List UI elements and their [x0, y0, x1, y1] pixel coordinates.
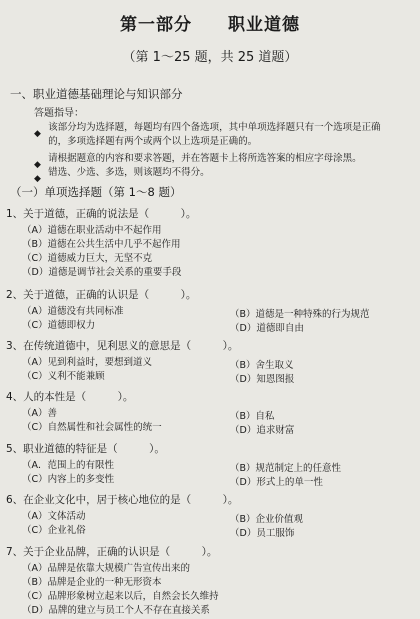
diamond-bullet-icon: ◆	[34, 160, 41, 170]
option: （B）规范制定上的任意性	[230, 463, 342, 474]
question-stem: 6、在企业文化中，居于核心地位的是（ ）。	[6, 494, 239, 506]
question-stem: 3、在传统道德中，见利思义的意思是（ ）。	[6, 340, 239, 352]
subsection-heading: （一）单项选择题（第 1～8 题）	[10, 185, 182, 199]
option: （A）见到利益时，要想到道义	[22, 357, 152, 368]
question-stem: 4、人的本性是（ ）。	[6, 391, 134, 403]
instruction-text: 错选、少选、多选，则该题均不得分。	[48, 167, 210, 178]
option: （D）道德即自由	[230, 323, 304, 334]
option: （D）形式上的单一性	[230, 477, 323, 488]
option: （B）品牌是企业的一种无形资本	[22, 577, 162, 588]
instruction-text: 请根据题意的内容和要求答题，并在答题卡上将所选答案的相应字母涂黑。	[48, 153, 362, 164]
option: （B）舍生取义	[230, 360, 294, 371]
option: （C）企业礼俗	[22, 525, 86, 536]
instruction-bullet-1	[34, 121, 388, 149]
page-subtitle: （第 1～25 题，共 25 道题）	[122, 50, 298, 65]
diamond-bullet-icon: ◆	[34, 174, 41, 184]
option: （B）自私	[230, 411, 275, 422]
diamond-bullet-icon: ◆	[34, 129, 41, 139]
option: （A）品牌是依靠大规模广告宣传出来的	[22, 563, 190, 574]
option: （A）善	[22, 408, 57, 419]
option: （D）员工服饰	[230, 528, 295, 539]
option: （D）品牌的建立与员工个人不存在直接关系	[22, 605, 210, 616]
option: （C）内容上的多变性	[22, 474, 115, 485]
question-stem: 5、职业道德的特征是（ ）。	[6, 443, 165, 455]
option: （A）道德没有共同标准	[22, 306, 124, 317]
option: （D）道德是调节社会关系的重要手段	[22, 267, 182, 278]
option: （C）道德威力巨大，无坚不克	[22, 253, 153, 264]
option: （C）义利不能兼顾	[22, 371, 105, 382]
question-stem: 2、关于道德，正确的认识是（ ）。	[6, 289, 197, 301]
option: （A）道德在职业活动中不起作用	[22, 225, 162, 236]
option: （B）企业价值观	[230, 514, 304, 525]
instructions-label: 答题指导：	[34, 108, 84, 119]
question-stem: 1、关于道德，正确的说法是（ ）。	[6, 208, 197, 220]
option: （B）道德是一种特殊的行为规范	[230, 309, 370, 320]
option: （A）文体活动	[22, 511, 86, 522]
question-stem: 7、关于企业品牌，正确的认识是（ ）。	[6, 546, 218, 558]
option: （C）自然属性和社会属性的统一	[22, 422, 162, 433]
instruction-bullet-3	[34, 166, 388, 185]
option: （D）追求财富	[230, 425, 295, 436]
option: （C）道德即权力	[22, 320, 96, 331]
page-title: 第一部分 职业道德	[120, 15, 300, 35]
option: （B）道德在公共生活中几乎不起作用	[22, 239, 181, 250]
option: （C）品牌形象树立起来以后，自然会长久维持	[22, 591, 219, 602]
option: （A．范围上的有限性	[22, 460, 114, 471]
option: （D）知恩图报	[230, 374, 295, 385]
section-heading: 一、职业道德基础理论与知识部分	[10, 87, 183, 101]
instruction-text: 该部分均为选择题，每题均有四个备选项，其中单项选择题只有一个选项是正确的，多项选择题有两个或两个以上选项是正确的。	[48, 122, 381, 147]
